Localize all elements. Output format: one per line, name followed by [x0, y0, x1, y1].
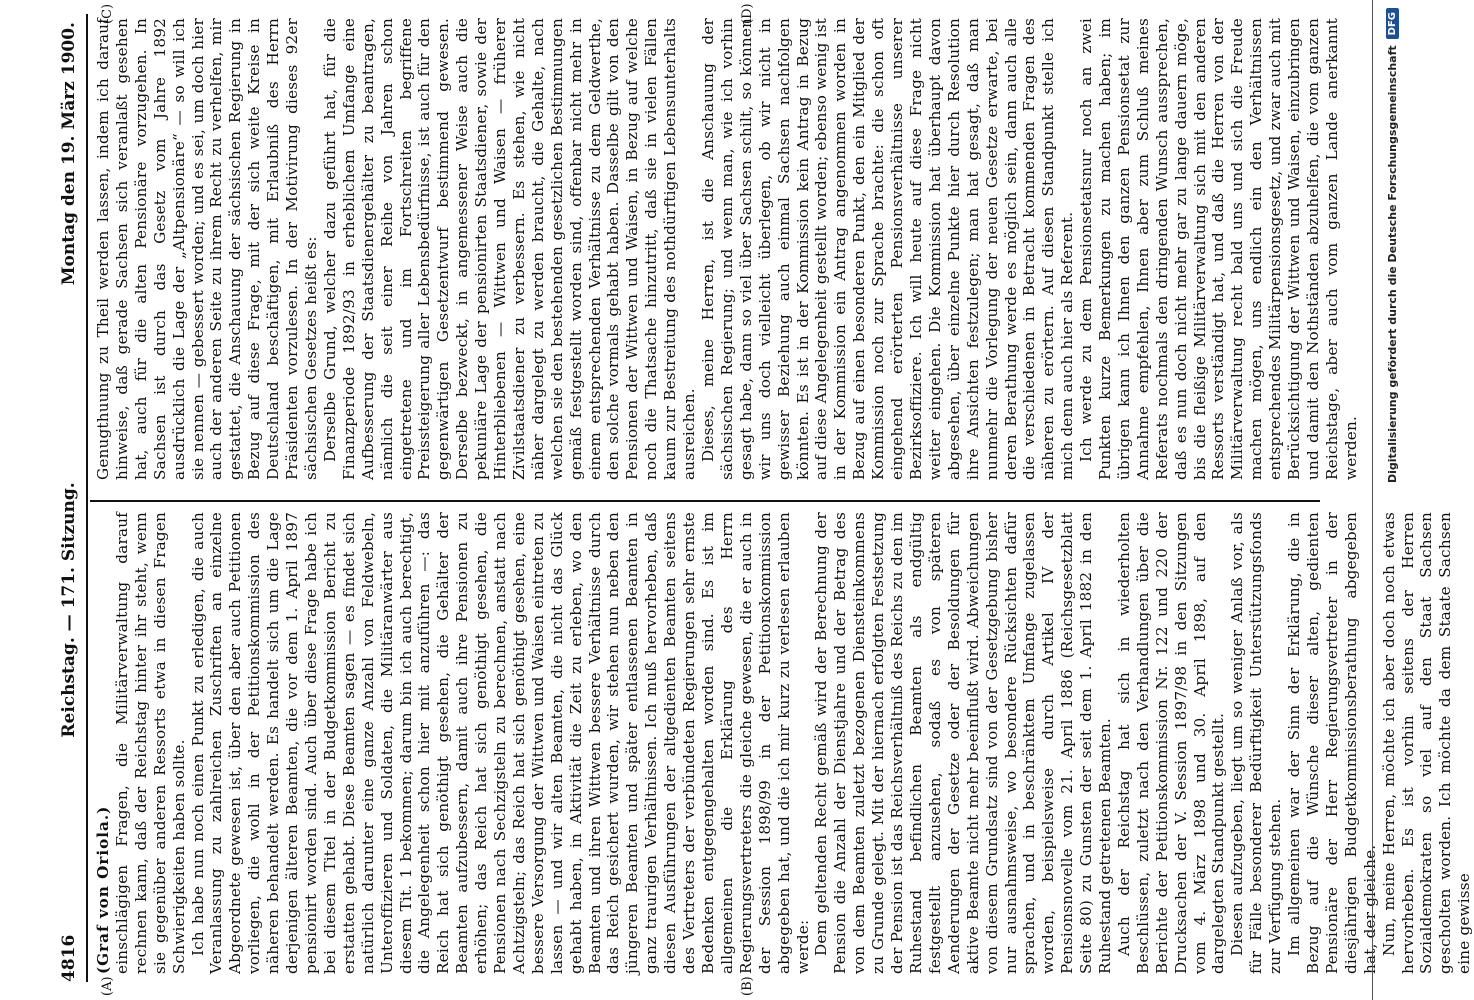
page-header [54, 22, 84, 982]
paragraph: Dieses, meine Herren, ist die Anschauung der sächsischen Regierung; und wenn man, wie ich vorhin gesagt habe, dann so viel über Sachsen schilt, so können wir uns doch vielleicht überlegen, ob wir nicht in gewisser Beziehung auch einmal Sachsen nachfolgen könnten. Es ist in der Kommission kein Antrag in Bezug auf diese Angelegenheit gestellt worden; ebenso wenig ist in der Kommission ein Antrag angenommen worden in Bezug auf einen besonderen Punkt, den ein Mitglied der Kommission noch zur Sprache brachte: die schon oft eingehend erörterten Pensionsverhältnisse unserer Bezirksoffiziere. Ich will heute auf diese Frage nicht weiter eingehen. Die Kommission hat überhaupt davon abgesehen, über einzelne Punkte hier durch Resolution ihre Ansichten festzulegen; man hat gesagt, daß man nunmehr die Vorlegung der neuen Gesetze erwarte, bei deren Berathung werde es möglich sein, dann auch alle die verschiedenen in Betracht kommenden Fragen des näheren zu erörtern. Auf diesen Standpunkt stelle ich mich denn auch hier als Referent. [699, 18, 1077, 480]
header-rule [86, 14, 88, 982]
left-column [94, 512, 1474, 974]
page-number: 4816 [59, 934, 79, 982]
dfg-logo-icon: DFG [1386, 8, 1399, 39]
column-divider [90, 500, 1320, 502]
quoted-paragraph: Dem geltenden Recht gemäß wird der Berechnung der Pension die Anzahl der Dienstjahre und der Betrag des von dem Beamten zuletzt bezogenen Diensteinkommens zu Grunde gelegt. Mit der hiernach erfolgten Festsetzung der Pension ist das Reichsverhältniß des Reichs zu den im Ruhestand befindlichen Beamten als endgültig festgestellt anzusehen, sodaß es von späteren Aenderungen der Gesetze oder der Besoldungen für aktive Beamte nicht mehr beeinflußt wird. Abweichungen von diesem Grundsatz sind von der Gesetzgebung bisher nur ausnahmsweise, wo besondere Rücksichten dafür sprachen, und in beschränktem Umfange zugelassen worden, beispielsweise durch Artikel IV der Pensionsnovelle vom 21. April 1886 (Reichsgesetzblatt Seite 80) zu Gunsten der seit dem 1. April 1882 in den Ruhestand getretenen Beamten. [812, 512, 1115, 974]
speaker-label: (Graf von Oriola.) [94, 805, 112, 974]
margin-marker-d: (D) [740, 3, 755, 24]
session-date: Montag den 19. März 1900. [59, 22, 79, 286]
paragraph: Im allgemeinen war der Sinn der Erklärung, die in Bezug auf die Wünsche dieser alten, gedienten Pensionäre der Herr Regierungsvertreter in der diesjährigen Budgetkommissionsberathung abgegeben hat, der gleiche. [1285, 512, 1379, 974]
session-title: Reichstag. — 171. Sitzung. [59, 482, 79, 738]
paragraph: einschlägigen Fragen, die Militärverwaltung darauf rechnen kann, daß der Reichstag hinter ihr steht, wenn sie gegenüber anderen Ressorts etwa in diesen Fragen Schwierigkeiten haben sollte. [112, 512, 188, 974]
margin-marker-b: (B) [740, 976, 755, 996]
quoted-paragraph: Derselbe Grund, welcher dazu geführt hat, für die Finanzperiode 1892/93 in erheblichem Umfange eine Aufbesserung der Staatsdienergehälter zu beantragen, nämlich die seit einer Reihe von Jahren schon eingetretene und im Fortschreiten begriffene Preissteigerung aller Lebensbedürfnisse, ist auch für den gegenwärtigen Gesetzentwurf bestimmend gewesen. Derselbe bezweckt, in angemessener Weise auch die pekuniäre Lage der pensionirten Staatsdiener, sowie der Hinterbliebenen — Wittwen und Waisen — früherer Zivilstaatsdiener zu verbessern. Es stehen, wie nicht näher dargelegt zu werden braucht, die Gehalte, nach welchen sie den bestehenden gesetzlichen Bestimmungen gemäß festgestellt worden sind, offenbar nicht mehr in einem entsprechenden Verhältnisse zu dem Geldwerthe, den solche vormals gehabt haben. Dasselbe gilt von den Pensionen der Wittwen und Waisen, in Bezug auf welche noch die Thatsache hinzutritt, daß sie in vielen Fällen kaum zur Bestreitung des nothdürftigen Lebensunterhalts ausreichen. [320, 18, 699, 480]
quoted-paragraph: Diesen aufzugeben, liegt um so weniger Anlaß vor, als für Fälle besonderer Bedürftigkeit Unterstützungsfonds zur Verfügung stehen. [1228, 512, 1285, 974]
paragraph: Genugthuung zu Theil werden lassen, indem ich darauf hinweise, daß gerade Sachsen sich veranlaßt gesehen hat, auch für die alten Pensionäre vorzugehen. In Sachsen ist durch das Gesetz vom Jahre 1892 ausdrücklich die Lage der „Altpensionäre“ — so will ich sie nennen — gebessert worden; und es sei, um doch hier auch der anderen Seite zu ihrem Recht zu verhelfen, mir gestattet, die Anschauung der sächsischen Regierung in Bezug auf diese Frage, mit der sich weite Kreise in Deutschland beschäftigen, mit Erlaubniß des Herrn Präsidenten vorzulesen. In der Motivirung dieses 92er sächsischen Gesetzes heißt es: [94, 18, 320, 480]
digitization-credit [1380, 0, 1404, 1000]
quoted-paragraph: Auch der Reichstag hat sich in wiederholten Beschlüssen, zuletzt nach den Verhandlungen über die Berichte der Petitionskommission Nr. 122 und 220 der Drucksachen der V. Session 1897/98 in den Sitzungen vom 4. März 1898 und 30. April 1898, auf den dargelegten Standpunkt gestellt. [1114, 512, 1228, 974]
paragraph: Nun, meine Herren, möchte ich aber doch noch etwas hervorheben. Es ist vorhin seitens der Herren Sozialdemokraten so viel auf den Staat Sachsen gescholten worden. Ich möchte da dem Staate Sachsen eine gewisse [1379, 512, 1474, 974]
margin-marker-a: (A) [100, 976, 115, 996]
paragraph: Ich werde zu dem Pensionsetatsnur noch an zwei Punkten kurze Bemerkungen zu machen haben; im übrigen kann ich Ihnen den ganzen Pensionsetat zur Annahme empfehlen, Ihnen aber zum Schluß meines Referats nochmals den dringenden Wunsch aussprechen, daß es nun doch nicht mehr gar zu lange dauern möge, bis die fleißige Militärverwaltung sich mit den anderen Ressorts verständigt hat, und daß die Herren von der Militärverwaltung recht bald uns und sich die Freude machen mögen, uns endlich ein den Verhältnissen entsprechendes Militärpensionsgesetz, und zwar auch mit Berücksichtigung der Wittwen und Waisen, einzubringen und damit den Nothständen abzuhelfen, die vom ganzen Reichstage, aber auch vom ganzen Lande anerkannt werden. [1077, 18, 1360, 480]
footer-rule [1372, 0, 1373, 1000]
credit-text: Digitalisierung gefördert durch die Deutsche Forschungsgemeinschaft [1385, 45, 1399, 484]
margin-marker-c: (C) [100, 3, 115, 24]
paragraph: Ich habe nun noch einen Punkt zu erledigen, die auch Veranlassung zu zahlreichen Zuschriften an einzelne Abgeordnete gewesen ist, über den aber auch Petitionen vorliegen, die wohl in der Petitionskommission des näheren behandelt werden. Es handelt sich um die Lage derjenigen älteren Beamten, die vor dem 1. April 1897 pensionirt worden sind. Auch über diese Frage habe ich bei diesem Titel in der Budgetkommission Bericht zu erstatten gehabt. Diese Beamten sagen — es findet sich natürlich darunter eine ganze Anzahl von Feldwebeln, Unteroffizieren und Soldaten, die Militäranwärter aus diesem Tit. 1 bekommen; darum bin ich auch berechtigt, die Angelegenheit schon hier mit anzuführen —: das Reich hat sich genöthigt gesehen, die Gehälter der Beamten aufzubessern, damit auch ihre Pensionen zu erhöhen; das Reich hat sich genöthigt gesehen, die Pensionen nach Sechzigsteln zu berechnen, anstatt nach Achtzigsteln; das Reich hat sich genöthigt gesehen, eine bessere Versorgung der Wittwen und Waisen eintreten zu lassen — und wir alten Beamten, die nicht das Glück gehabt haben, in Aktivität die Zeit zu erleben, wo den Beamten und ihren Wittwen bessere Verhältnisse durch das Reich gesichert wurden, wir stehen nun neben den jüngeren Beamten und später entlassenen Beamten in ganz traurigen Verhältnissen. Ich muß hervorheben, daß diesen Ausführungen der altgedienten Beamten seitens des Vertreters der verbündeten Regierungen sehr ernste Bedenken entgegengehalten worden sind. Es ist im allgemeinen die Erklärung des Herrn Regierungsvertreters die gleiche gewesen, die er auch in der Session 1898/99 in der Petitionskommission abgegeben hat, und die ich mir kurz zu verlesen erlauben werde: [188, 512, 812, 974]
right-column [94, 18, 1360, 480]
